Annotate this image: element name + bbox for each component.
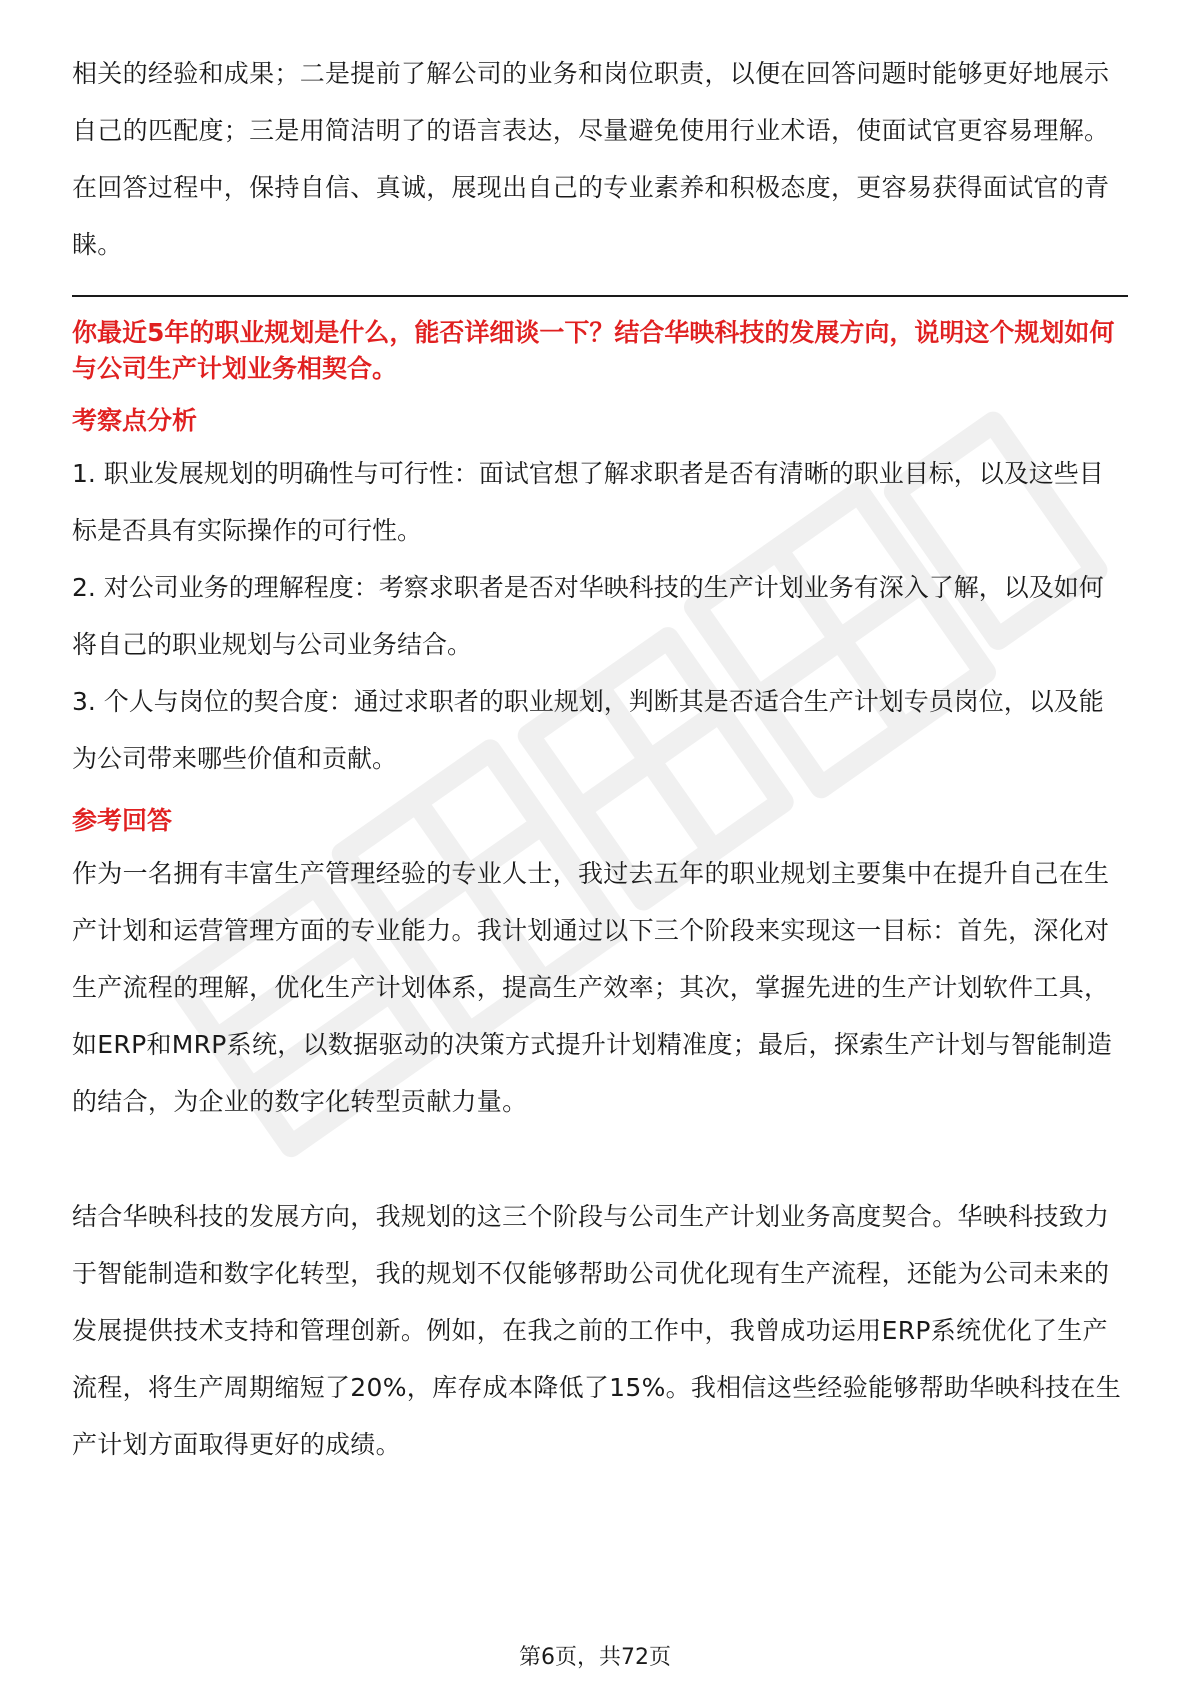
analysis-title: 考察点分析 xyxy=(72,406,198,435)
paragraph-spacer xyxy=(72,1130,1122,1188)
section-gap xyxy=(72,787,1122,801)
analysis-item: 1. 职业发展规划的明确性与可行性：面试官想了解求职者是否有清晰的职业目标，以及这些目标是否具有实际操作的可行性。 xyxy=(72,459,1104,545)
analysis-item: 2. 对公司业务的理解程度：考察求职者是否对华映科技的生产计划业务有深入了解，以及如何将自己的职业规划与公司业务结合。 xyxy=(72,573,1104,659)
page-content xyxy=(72,45,1122,1473)
answer-paragraph-2: 结合华映科技的发展方向，我规划的这三个阶段与公司生产计划业务高度契合。华映科技致力于智能制造和数字化转型，我的规划不仅能够帮助公司优化现有生产流程，还能为公司未来的发展提供技术支持和管理创新。例如，在我之前的工作中，我曾成功运用ERP系统优化了生产流程，将生产周期缩短了20%，库存成本降低了15%。我相信这些经验能够帮助华映科技在生产计划方面取得更好的成绩。 xyxy=(72,1202,1122,1459)
page-footer: 第6页，共72页 xyxy=(519,1645,671,1670)
intro-paragraph: 相关的经验和成果；二是提前了解公司的业务和岗位职责，以便在回答问题时能够更好地展示自己的匹配度；三是用简洁明了的语言表达，尽量避免使用行业术语，使面试官更容易理解。在回答过程中，保持自信、真诚，展现出自己的专业素养和积极态度，更容易获得面试官的青睐。 xyxy=(72,59,1110,259)
question-heading: 你最近5年的职业规划是什么，能否详细谈一下？结合华映科技的发展方向，说明这个规划如何与公司生产计划业务相契合。 xyxy=(72,318,1115,383)
section-divider xyxy=(72,295,1128,297)
answer-paragraph-1: 作为一名拥有丰富生产管理经验的专业人士，我过去五年的职业规划主要集中在提升自己在生产计划和运营管理方面的专业能力。我计划通过以下三个阶段来实现这一目标：首先，深化对生产流程的理解，优化生产计划体系，提高生产效率；其次，掌握先进的生产计划软件工具，如ERP和MRP系统，以数据驱动的决策方式提升计划精准度；最后，探索生产计划与智能制造的结合，为企业的数字化转型贡献力量。 xyxy=(72,859,1113,1116)
answer-title: 参考回答 xyxy=(72,806,173,835)
analysis-item: 3. 个人与岗位的契合度：通过求职者的职业规划，判断其是否适合生产计划专员岗位，以及能为公司带来哪些价值和贡献。 xyxy=(72,687,1104,773)
